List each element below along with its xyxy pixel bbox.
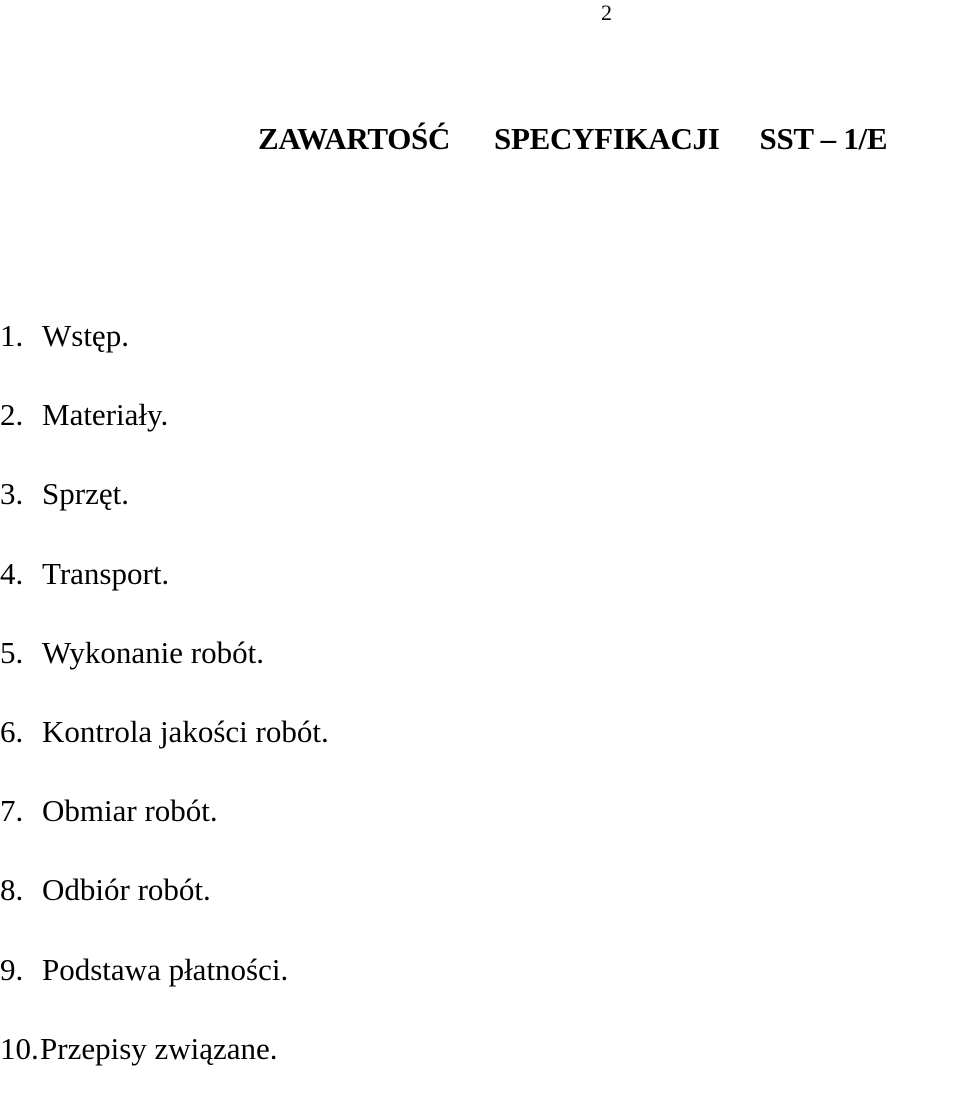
toc-item xyxy=(0,793,329,872)
toc-item xyxy=(0,952,329,1031)
toc-item-number: 2. xyxy=(0,397,24,433)
toc-item-number: 8. xyxy=(0,872,24,908)
table-of-contents xyxy=(0,318,329,1110)
toc-item xyxy=(0,556,329,635)
title-word-specification: SPECYFIKACJI xyxy=(494,121,720,156)
toc-item-text: Sprzęt. xyxy=(42,476,129,512)
toc-item-number: 1. xyxy=(0,318,24,353)
toc-item xyxy=(0,872,329,951)
toc-item-number: 7. xyxy=(0,793,24,829)
toc-item-number: 4. xyxy=(0,555,24,591)
title-word-code: SST – 1/E xyxy=(759,121,888,156)
toc-item-text: Materiały. xyxy=(42,397,169,433)
page-number: 2 xyxy=(601,0,612,25)
toc-item xyxy=(0,635,329,714)
toc-item-number: 9. xyxy=(0,951,24,987)
toc-item xyxy=(0,476,329,555)
toc-item-number: 3. xyxy=(0,476,24,512)
toc-item-text: Obmiar robót. xyxy=(42,793,218,829)
title-word-contents: ZAWARTOŚĆ xyxy=(258,121,451,156)
toc-item-text: Odbiór robót. xyxy=(42,872,211,908)
toc-item-number: 5. xyxy=(0,634,24,670)
toc-item xyxy=(0,714,329,793)
toc-item-text: Kontrola jakości robót. xyxy=(42,713,329,749)
toc-item xyxy=(0,397,329,476)
toc-item xyxy=(0,1031,329,1110)
toc-item-text: Podstawa płatności. xyxy=(42,951,289,987)
toc-item-number: 10. xyxy=(0,1030,39,1066)
page-title xyxy=(258,121,887,157)
toc-item-text: Przepisy związane. xyxy=(40,1030,278,1066)
toc-item-text: Wstęp. xyxy=(42,318,129,353)
toc-item-text: Wykonanie robót. xyxy=(42,634,264,670)
toc-item-number: 6. xyxy=(0,713,24,749)
toc-item xyxy=(0,318,329,397)
toc-item-text: Transport. xyxy=(42,555,170,591)
